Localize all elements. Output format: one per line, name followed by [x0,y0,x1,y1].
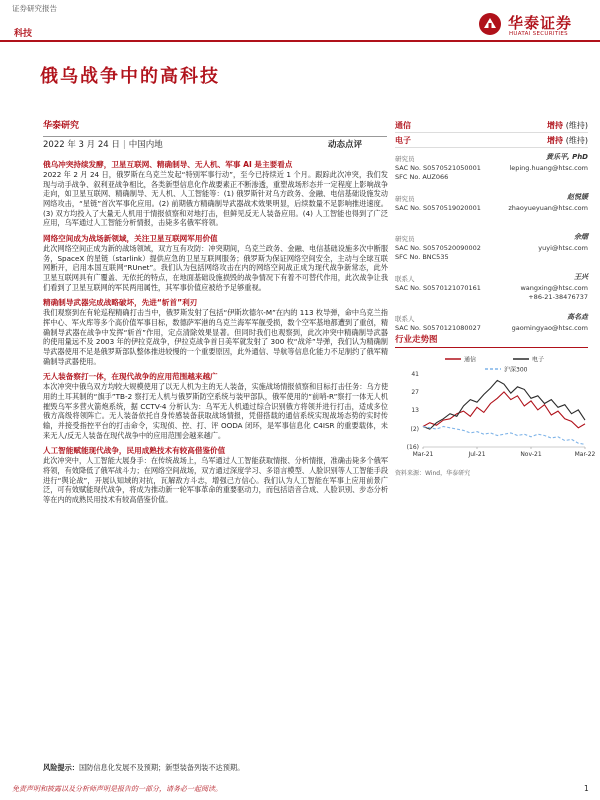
analyst-entry [395,230,588,270]
y-tick-label: (2) [410,426,419,434]
y-tick-label: (16) [406,444,419,451]
report-category: 科技 [14,29,33,39]
risk-warning [43,763,244,773]
x-tick-label: Mar-21 [412,451,434,458]
chart-axes [407,371,596,458]
section-heading: 精确制导武器完成战略破坏，先进“斩首”利刃 [43,298,198,308]
analyst-sfc: SFC No. AUZ066 [395,173,449,181]
main-content [43,160,388,504]
x-tick-label: Mar-22 [574,451,596,458]
section-heading: 俄乌冲突持续发酵，卫星互联网、精确制导、无人机、军事 AI 是主要看点 [43,160,293,169]
analyst-name: 赵悦媛 [567,193,588,201]
section-body: 此次网络空间正成为新的战场领域，双方互有攻防：冲突期间，乌克兰政务、金融、电信基础设施多次中断服务，SpaceX 的星链（starlink）提供应急的卫星互联网服务；俄罗斯为保证网络空间安全，主动与全球互联网断开，启用本国互联网“RUnet”。我们认为包括网络攻击在内的网络空间战正成为现代战争新常态，此外卫星互联网具有广覆盖、无依托的特点，在地面基础设施损毁的战争情况下有着不可替代作用，此次战争让我们看到了卫星互联网的军民两用属性，其军事价值应被给予足够重视。 [43,244,389,292]
analyst-entry [395,150,588,190]
section [43,160,388,228]
rating-row [395,133,588,148]
series-line-电子 [423,380,585,429]
y-tick-label: 13 [411,406,419,414]
analyst-sac: SAC No. S0570121080027 [395,324,481,332]
analyst-email[interactable]: yuyi@htsc.com [538,244,588,252]
chart-source: 资料来源：Wind，华泰研究 [395,470,471,477]
series-line-沪深300 [423,427,585,445]
x-tick-label: Nov-21 [520,451,542,458]
logo-text-cn: 华泰证券 [508,14,573,32]
report-kind: 动态点评 [328,140,363,150]
sub-header: 华泰研究 [43,121,80,131]
date-divider [43,136,387,137]
rating-note: (维持) [565,135,588,145]
section [43,372,388,440]
risk-text: 国防信息化发展不及预期；新型装备列装不达预期。 [78,763,245,772]
analyst-sac: SAC No. S0570121070161 [395,284,481,292]
legend-label: 沪深300 [504,366,528,374]
rating-note: (维持) [565,120,588,130]
trend-heading: 行业走势图 [395,335,438,345]
report-title: 俄乌战争中的高科技 [40,66,220,87]
legend-label: 通信 [464,356,477,364]
rating-industry: 电子 [395,135,411,145]
page-number: 1 [584,784,589,793]
analyst-entry [395,270,588,310]
analyst-name: 黄乐平, PhD [545,153,588,161]
section-body: 我们观察到在有轮巡程精确打击当中，俄罗斯发射了包括“伊斯坎德尔-M”在内的 113 枚导弹，命中乌克兰指挥中心、军火库等多个高价值军事目标，数德萨军港的乌克兰海军军舰受损，数个空军基地都遭到了重创，精确制导武器在战争中发挥“斩首”作用，定点清除效果显著。但同时我们也观察到，此次冲突中精确制导武器的使用量远不及 2003 年的伊拉克战争，伊拉克战争首日美军就发射了 300 枚“战斧”导弹，我们认为精确制导武器使用不足是俄罗斯部队整体推进较慢的一个重要原因，此外通信、导航等信息化能力不足制约了俄军精确制导武器使用。 [43,308,389,366]
huatai-logo-icon [478,12,502,36]
section-heading: 网络空间成为战场新领域，关注卫星互联网军用价值 [43,233,218,243]
y-tick-label: 41 [411,371,419,378]
rating-value: 增持 [546,135,563,145]
header-divider [0,40,600,42]
legend-label: 电子 [532,356,545,364]
analyst-sac: SAC No. S0570520090002 [395,244,481,252]
analyst-role: 研究员 [395,195,415,203]
report-region: 中国内地 [128,140,163,150]
date-line: 2022 年 3 月 24 日 | 中国内地 [43,140,163,150]
analyst-email[interactable]: wangxing@htsc.com [520,284,588,292]
section-heading: 无人装备察打一体，在现代战争的应用范围越来越广 [43,372,218,382]
analyst-role: 研究员 [395,155,415,163]
industry-trend-chart [393,352,596,467]
ratings-table [395,118,588,148]
analyst-email[interactable]: gaomingyao@htsc.com [511,324,588,332]
analyst-role: 研究员 [395,235,415,243]
section [43,298,388,366]
y-tick-label: 27 [411,388,419,396]
series-line-通信 [423,392,585,428]
analyst-role: 联系人 [395,315,415,323]
analyst-phone: +86-21-38476737 [528,293,588,301]
company-logo [478,12,598,40]
report-date: 2022 年 3 月 24 日 [43,140,120,150]
rating-value: 增持 [546,120,563,130]
analyst-list [395,150,588,350]
section [43,446,388,504]
analyst-sac: SAC No. S0570519020001 [395,204,481,212]
x-tick-label: Jul-21 [468,451,486,458]
section-body: 此次冲突中，人工智能大展身手：在传统战场上，乌军通过人工智能获取情报、分析情报，准确击毙多个俄军将领，有效降低了俄军战斗力；在网络空间战场，双方通过深度学习、多语言模型、人脸识别等人工智能手段进行“舆论战”，开展认知域的对抗，瓦解敌方斗志，增强己方信心。我们认为人工智能在军事上应用前景广泛，可有效赋能现代战争，将成为推动新一轮军事革命的重要驱动力，而包括语音合成、人脸识别、步态分析等在内的成熟民用技术有较高借鉴价值。 [43,456,389,504]
analyst-name: 余熠 [574,233,588,241]
analyst-sfc: SFC No. BNC535 [395,253,449,261]
report-type-label: 证券研究报告 [12,4,57,13]
section-body: 2022 年 2 月 24 日，俄罗斯在乌克兰发起“特别军事行动”，至今已持续近 1 个月。跟踪此次冲突，我们发现与动手战争、叙利亚战争相比，各类新型信息化作战要素正不断渗透，重塑战场形态并一定程度上影响战争走向，如卫星互联网、精确制导、无人机、人工智能等：(1) 俄罗斯针对乌方政务、金融、电信基础设施发动网络攻击，“星链”首次军事化应用。(2) 前期俄方精确制导武器战术效果明显，后续数量不足影响推进速度。(3) 双方均投入了大量无人机用于情报侦察和对地打击，但鲜见反无人装备应用。(4) 人工智能也得到了广泛应用，乌军通过人工智能分析情报，击毙多名俄军将领。 [43,170,389,228]
chart-legend [445,356,544,374]
analyst-name: 王兴 [574,273,588,281]
chart-lines [423,380,585,444]
analyst-entry [395,190,588,230]
footer-disclaimer: 免责声明和披露以及分析师声明是报告的一部分，请务必一起阅读。 [12,785,222,793]
analyst-sac: SAC No. S0570521050001 [395,164,481,172]
section-body: 本次冲突中俄乌双方均较大规模使用了以无人机为主的无人装备，实施战场情报侦察和目标打击任务：乌方使用的土耳其制的“旗手”TB-2 察打无人机与俄罗斯防空系统与装甲部队，俄军使用的“前哨-R”察打一体无人机摧毁乌军多营火箭炮系统，据 CCTV-4 分析认为：乌军无人机通过综合识别俄方将领并进行打击，适成多位俄方高级将领阵亡。无人装备依托自身传感装备获取战场情报，凭借搭载的通信系统实现战场态势的实时传输，并接受指控平台的打击命令，实现侦、控、打、评 OODA 闭环，是军事信息化 C4ISR 的重要载体，未来无人/反无人装备在现代战争中的应用范围会越来越广。 [43,382,389,440]
analyst-email[interactable]: zhaoyueyuan@htsc.com [508,204,588,212]
analyst-role: 联系人 [395,275,415,283]
analyst-email[interactable]: leping.huang@htsc.com [509,164,588,172]
rating-row [395,118,588,133]
risk-label: 风险提示： [43,763,79,772]
section-heading: 人工智能赋能现代战争，民用成熟技术有较高借鉴价值 [43,446,226,456]
logo-text-en: HUATAI SECURITIES [509,31,568,37]
trend-divider [395,347,588,348]
section [43,234,388,292]
rating-industry: 通信 [395,120,411,130]
analyst-name: 高名垚 [567,313,588,321]
